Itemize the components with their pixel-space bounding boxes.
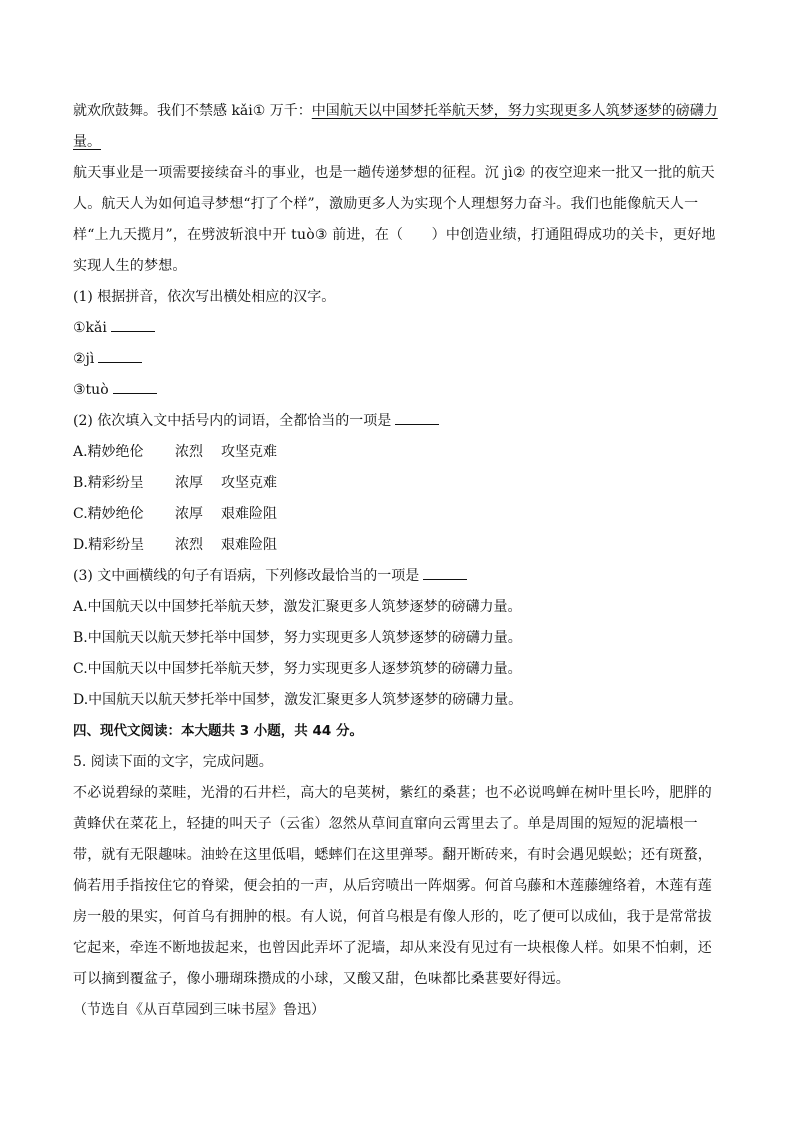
pinyin-label-3: ③tuò	[73, 382, 109, 398]
question-3-stem	[73, 561, 723, 592]
underlined-sentence: 中国航天以中国梦托举航天梦，努力实现更多人筑梦逐梦的磅礴力	[311, 103, 718, 119]
passage-source: （节选自《从百草园到三味书屋》鲁迅）	[73, 1002, 325, 1018]
reading-passage: 不必说碧绿的菜畦，光滑的石井栏，高大的皂荚树，紫红的桑葚；也不必说鸣蝉在树叶里长吟，肥胖的黄蜂伏在菜花上，轻捷的叫天子（云雀）忽然从草间直窜向云霄里去了。单是周围的短短的泥墙根一带，就有无限趣味。油蛉在这里低唱，蟋蟀们在这里弹琴。翻开断砖来，有时会遇见蜈蚣；还有斑蝥，倘若用手指按住它的脊梁，便会拍的一声，从后窍喷出一阵烟雾。何首乌藤和木莲藤缠络着，木莲有莲房一般的果实，何首乌有拥肿的根。有人说，何首乌根是有像人形的，吃了便可以成仙，我于是常常拔它起来，牵连不断地拔起来，也曾因此弄坏了泥墙，却从来没有见过有一块根像人样。如果不怕刺，还可以摘到覆盆子，像小珊瑚珠攒成的小球，又酸又甜，色味都比桑葚要好得远。	[73, 785, 712, 987]
option-a-word-1: A.精妙绝伦	[73, 444, 144, 460]
option-a-word-3: 攻坚克难	[221, 444, 277, 460]
answer-blank-q2[interactable]	[395, 412, 439, 425]
answer-blank-1[interactable]	[111, 319, 155, 332]
passage-paragraph-2: 航天事业是一项需要接续奋斗的事业，也是一趟传递梦想的征程。沉 jì② 的夜空迎来一批又一批的航天人。航天人为如何追寻梦想“打了个样”，激励更多人为实现个人理想努力奋斗。我们也能像航天人一样“上九天揽月”，在劈波斩浪中开 tuò③ 前进，在（ ）中创造业绩，打通阻碍成功的关卡，更好地实现人生的梦想。	[73, 165, 716, 274]
question-2-option-c[interactable]	[73, 499, 723, 530]
option-b-word-1: B.精彩纷呈	[73, 475, 144, 491]
question-3-option-c[interactable]: C.中国航天以中国梦托举航天梦，努力实现更多人逐梦筑梦的磅礴力量。	[73, 661, 522, 677]
passage-line-1-text: 就欢欣鼓舞。我们不禁感 kǎi① 万千：	[73, 103, 312, 119]
question-2-option-d[interactable]	[73, 530, 723, 561]
pinyin-label-2: ②jì	[73, 351, 95, 367]
question-2-option-b[interactable]	[73, 468, 723, 499]
option-b-word-2: 浓厚	[175, 475, 203, 491]
question-3-option-b[interactable]: B.中国航天以航天梦托举中国梦，努力实现更多人筑梦逐梦的磅礴力量。	[73, 630, 522, 646]
option-d-word-1: D.精彩纷呈	[73, 537, 145, 553]
question-3-option-d[interactable]: D.中国航天以航天梦托举中国梦，激发汇聚更多人筑梦逐梦的磅礴力量。	[73, 692, 523, 708]
pinyin-label-1: ①kǎi	[73, 320, 107, 336]
answer-blank-q3[interactable]	[423, 567, 467, 580]
option-c-word-1: C.精妙绝伦	[73, 506, 144, 522]
question-3-text: (3) 文中画横线的句子有语病，下列修改最恰当的一项是	[73, 568, 420, 584]
answer-blank-2[interactable]	[98, 350, 142, 363]
question-5-stem: 5. 阅读下面的文字，完成问题。	[73, 754, 273, 770]
question-2-stem	[73, 406, 723, 437]
question-1-item-3	[73, 375, 723, 406]
question-1-item-1	[73, 313, 723, 344]
question-2-option-a[interactable]	[73, 437, 723, 468]
option-d-word-3: 艰难险阻	[221, 537, 277, 553]
passage-line-1	[73, 96, 723, 127]
question-2-text: (2) 依次填入文中括号内的词语，全都恰当的一项是	[73, 413, 392, 429]
option-c-word-3: 艰难险阻	[221, 506, 277, 522]
option-a-word-2: 浓烈	[175, 444, 203, 460]
section-4-heading: 四、现代文阅读：本大题共 3 小题，共 44 分。	[73, 723, 363, 739]
question-3-option-a[interactable]: A.中国航天以中国梦托举航天梦，激发汇聚更多人筑梦逐梦的磅礴力量。	[73, 599, 522, 615]
underlined-sentence-end: 量。	[73, 134, 101, 150]
answer-blank-3[interactable]	[113, 381, 157, 394]
option-c-word-2: 浓厚	[175, 506, 203, 522]
option-b-word-3: 攻坚克难	[221, 475, 277, 491]
passage-line-2	[73, 127, 723, 158]
option-d-word-2: 浓烈	[175, 537, 203, 553]
question-1-stem: (1) 根据拼音，依次写出横处相应的汉字。	[73, 289, 336, 305]
exam-page	[73, 96, 723, 1026]
question-1-item-2	[73, 344, 723, 375]
